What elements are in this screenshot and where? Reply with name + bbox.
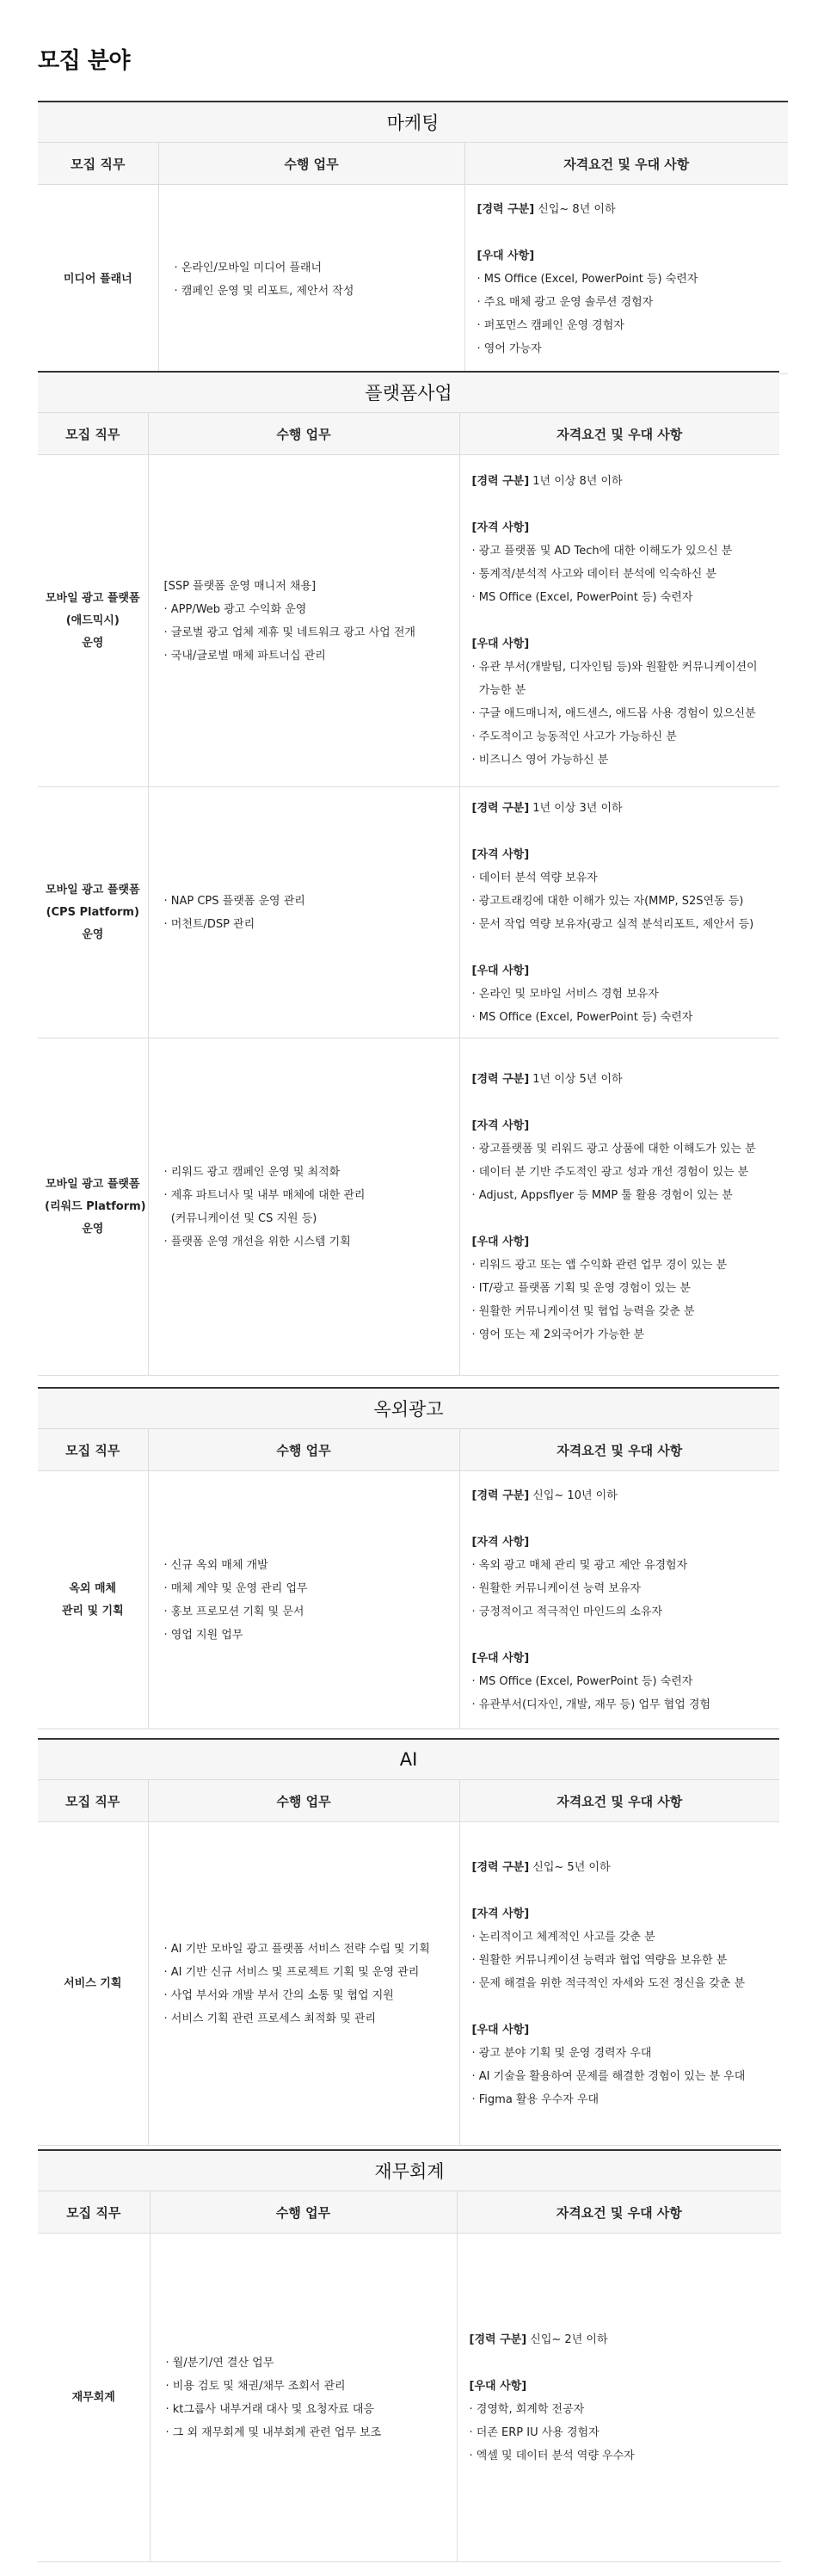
qualification-group-header: [우대 사항]	[471, 638, 530, 650]
qualifications-cell	[459, 1038, 779, 1376]
duty-item: · 신규 옥외 매체 개발	[163, 1558, 268, 1572]
section-title: 플랫폼사업	[38, 372, 779, 413]
column-header-quals: 자격요건 및 우대 사항	[459, 1780, 779, 1822]
qualification-group-header: [우대 사항]	[471, 964, 530, 977]
qualification-item: · 비즈니스 영어 가능하신 분	[471, 754, 609, 767]
duty-item: · APP/Web 광고 수익화 운영	[163, 602, 307, 616]
duties-cell	[148, 1038, 459, 1376]
recruit-table	[38, 101, 788, 374]
career-level-label: [경력 구분]	[471, 801, 530, 815]
qualification-item: · 온라인 및 모바일 서비스 경험 보유자	[471, 987, 659, 1001]
career-level	[472, 470, 768, 493]
qualification-item: · 광고트래킹에 대한 이해가 있는 자(MMP, S2S연동 등)	[471, 894, 744, 908]
qualification-item: · 퍼포먼스 캠페인 운영 경험자	[477, 319, 624, 332]
duty-item: · 국내/글로벌 매체 파트너십 관리	[163, 649, 326, 662]
duty-item: · NAP CPS 플랫폼 운영 관리	[163, 894, 305, 908]
qualification-item: · 원활한 커뮤니케이션 능력과 협업 역량을 보유한 분	[471, 1954, 728, 1967]
qualification-item: · 더존 ERP IU 사용 경험자	[469, 2425, 600, 2439]
job-row	[38, 1038, 779, 1376]
job-role-cell	[38, 2234, 150, 2562]
qualification-item: · 광고 분야 기획 및 운영 경력자 우대	[471, 2047, 652, 2060]
career-level-label: [경력 구분]	[471, 1072, 530, 1086]
duty-item: · 그 외 재무회계 및 내부회계 관련 업무 보조	[165, 2425, 382, 2439]
career-level-label: [경력 구분]	[469, 2333, 527, 2346]
duty-item: · 글로벌 광고 업체 제휴 및 네트워크 광고 사업 전개	[163, 626, 415, 639]
qualification-item: · AI 기술을 활용하여 문제를 해결한 경험이 있는 분 우대	[471, 2070, 746, 2083]
column-header-quals: 자격요건 및 우대 사항	[457, 2191, 781, 2234]
section-title-row	[38, 372, 779, 413]
duty-item: · kt그룹사 내부거래 대사 및 요청자료 대응	[165, 2402, 374, 2416]
qualification-group-header: [자격 사항]	[471, 521, 530, 534]
column-header-duties: 수행 업무	[148, 413, 459, 455]
spacer	[472, 1624, 768, 1647]
job-role-line: 운영	[82, 927, 104, 941]
section-2	[38, 1387, 779, 1726]
duty-item: · 비용 검토 및 채권/채무 조회서 관리	[165, 2379, 346, 2393]
duty-item: · 리워드 광고 캠페인 운영 및 최적화	[163, 1165, 341, 1179]
qualification-group-header: [우대 사항]	[471, 1651, 530, 1665]
career-level	[472, 1484, 768, 1507]
column-header-row	[38, 413, 779, 455]
qualification-item: · 데이터 분 기반 주도적인 광고 성과 개선 경험이 있는 분	[471, 1165, 749, 1179]
job-role-line: 운영	[82, 636, 104, 650]
qualification-item: · 영어 또는 제 2외국어가 가능한 분	[471, 1328, 644, 1341]
duty-item: · 영업 지원 업무	[163, 1628, 243, 1642]
duty-item: · 캠페인 운영 및 리포트, 제안서 작성	[174, 284, 354, 298]
column-header-row	[38, 1780, 779, 1822]
duties-cell	[150, 2234, 457, 2562]
job-row	[38, 787, 779, 1038]
job-role-line: 모바일 광고 플랫폼	[45, 591, 140, 605]
job-role-line: (CPS Platform)	[46, 905, 139, 919]
qualifications-cell	[457, 2234, 781, 2562]
career-level-value: 신입~ 5년 이하	[529, 1861, 611, 1874]
job-role-cell	[38, 787, 148, 1038]
job-role-cell	[38, 1038, 148, 1376]
qualification-group-header: [자격 사항]	[471, 1119, 530, 1132]
qualification-item: · MS Office (Excel, PowerPoint 등) 숙련자	[471, 1674, 693, 1688]
job-role-line: 미디어 플래너	[63, 272, 132, 286]
duty-item: · 서비스 기획 관련 프로세스 최적화 및 관리	[163, 2012, 377, 2025]
qualification-item: · MS Office (Excel, PowerPoint 등) 숙련자	[471, 1010, 693, 1024]
duty-item: [SSP 플랫폼 운영 매니저 채용]	[163, 579, 317, 593]
section-3	[38, 1738, 779, 2142]
spacer	[477, 221, 777, 244]
recruit-table	[38, 2149, 781, 2562]
qualification-group-header: [우대 사항]	[471, 2024, 530, 2037]
qualification-group-header: [자격 사항]	[471, 1535, 530, 1549]
duty-item: (커뮤니케이션 및 CS 지원 등)	[163, 1211, 317, 1225]
column-header-duties: 수행 업무	[158, 143, 464, 185]
qualification-item: · 논리적이고 체계적인 사고를 갖춘 분	[471, 1931, 655, 1944]
section-title: 옥외광고	[38, 1388, 779, 1429]
duties-cell	[148, 1822, 459, 2146]
career-level-value: 신입~ 2년 이하	[526, 2333, 608, 2346]
job-role-line: 모바일 광고 플랫폼	[45, 1177, 140, 1191]
duties-cell	[158, 185, 464, 374]
duty-item: · 플랫폼 운영 개선을 위한 시스템 기획	[163, 1235, 351, 1248]
section-title: 마케팅	[38, 102, 788, 143]
qualification-item: · 옥외 광고 매체 관리 및 광고 제안 유경험자	[471, 1558, 688, 1572]
spacer	[472, 1879, 768, 1902]
job-role-cell	[38, 1822, 148, 2146]
qualification-item: · 구글 애드매니저, 애드센스, 애드몹 사용 경험이 있으신분	[471, 707, 756, 720]
career-level	[472, 1856, 768, 1879]
duty-item: · 머천트/DSP 관리	[163, 917, 255, 931]
career-level-label: [경력 구분]	[471, 1861, 530, 1874]
recruit-table	[38, 1387, 779, 1729]
qualification-item: · 영어 가능자	[477, 342, 542, 355]
section-title: AI	[38, 1739, 779, 1780]
spacer	[472, 1995, 768, 2018]
qualification-item: · Adjust, Appsflyer 등 MMP 툴 활용 경험이 있는 분	[471, 1188, 733, 1202]
career-level-label: [경력 구분]	[471, 1488, 530, 1502]
section-0	[38, 101, 788, 371]
job-role-cell	[38, 1471, 148, 1729]
job-row	[38, 1471, 779, 1729]
job-row	[38, 185, 788, 374]
qualification-item: · 엑셀 및 데이터 분석 역량 우수자	[469, 2449, 635, 2462]
section-1	[38, 371, 779, 1372]
qualification-item: · 원활한 커뮤니케이션 능력 보유자	[471, 1581, 641, 1595]
qualification-item: · 경영학, 회계학 전공자	[469, 2402, 585, 2416]
column-header-role: 모집 직무	[38, 143, 158, 185]
column-header-quals: 자격요건 및 우대 사항	[459, 413, 779, 455]
job-role-cell	[38, 455, 148, 787]
qualification-item: · 문서 작업 역량 보유자(광고 실적 분석리포트, 제안서 등)	[471, 917, 754, 931]
column-header-role: 모집 직무	[38, 2191, 150, 2234]
qualification-group-header: [우대 사항]	[477, 250, 535, 262]
spacer	[472, 936, 768, 959]
qualification-item: · 데이터 분석 역량 보유자	[471, 871, 598, 884]
qualification-item: · 유관 부서(개발팀, 디자인팀 등)와 원활한 커뮤니케이션이	[471, 661, 758, 674]
column-header-row	[38, 143, 788, 185]
column-header-quals: 자격요건 및 우대 사항	[464, 143, 788, 185]
qualification-item: · MS Office (Excel, PowerPoint 등) 숙련자	[471, 591, 693, 604]
job-role-line: (리워드 Platform)	[45, 1199, 146, 1213]
section-title: 재무회계	[38, 2150, 781, 2191]
job-role-cell	[38, 185, 158, 374]
column-header-duties: 수행 업무	[150, 2191, 457, 2234]
column-header-duties: 수행 업무	[148, 1780, 459, 1822]
qualification-item: · 리워드 광고 또는 앱 수익화 관련 업무 경이 있는 분	[471, 1258, 728, 1272]
qualification-group-header: [자격 사항]	[471, 1907, 530, 1920]
career-level-label: [경력 구분]	[477, 203, 535, 216]
qualification-item: · 문제 해결을 위한 적극적인 자세와 도전 정신을 갖춘 분	[471, 1977, 746, 1990]
qualifications-cell	[459, 1822, 779, 2146]
qualification-item: · 광고 플랫폼 및 AD Tech에 대한 이해도가 있으신 분	[471, 545, 733, 558]
duty-item: · 온라인/모바일 미디어 플래너	[174, 261, 323, 274]
career-level	[472, 797, 768, 820]
section-title-row	[38, 102, 788, 143]
qualifications-cell	[459, 1471, 779, 1729]
job-row	[38, 455, 779, 787]
qualifications-cell	[459, 455, 779, 787]
section-title-row	[38, 1739, 779, 1780]
duty-item: · 홍보 프로모션 기획 및 문서	[163, 1605, 304, 1618]
column-header-role: 모집 직무	[38, 1780, 148, 1822]
job-role-line: (애드믹시)	[65, 613, 120, 627]
duty-item: · 제휴 파트너사 및 내부 매체에 대한 관리	[163, 1188, 366, 1202]
career-level-value: 1년 이상 5년 이하	[529, 1072, 623, 1086]
recruit-table	[38, 1738, 779, 2146]
job-role-line: 옥외 매체	[69, 1581, 117, 1595]
qualification-item: · 원활한 커뮤니케이션 및 협업 능력을 갖춘 분	[471, 1304, 695, 1318]
duties-cell	[148, 1471, 459, 1729]
career-level-value: 신입~ 10년 이하	[529, 1488, 618, 1502]
column-header-role: 모집 직무	[38, 413, 148, 455]
qualifications-cell	[459, 787, 779, 1038]
qualification-item: · 긍정적이고 적극적인 마인드의 소유자	[471, 1605, 663, 1618]
career-level	[470, 2328, 770, 2351]
career-level-value: 신입~ 8년 이하	[534, 203, 616, 216]
spacer	[472, 493, 768, 516]
recruit-table	[38, 371, 779, 1376]
column-header-row	[38, 1429, 779, 1471]
column-header-role: 모집 직무	[38, 1429, 148, 1471]
spacer	[470, 2351, 770, 2375]
job-role-line: 운영	[82, 1222, 104, 1236]
qualification-group-header: [우대 사항]	[469, 2379, 527, 2393]
section-4	[38, 2149, 781, 2559]
qualification-item: · 주도적이고 능동적인 사고가 가능하신 분	[471, 730, 677, 743]
qualification-item: · 광고플랫폼 및 리워드 광고 상품에 대한 이해도가 있는 분	[471, 1142, 756, 1156]
column-header-duties: 수행 업무	[148, 1429, 459, 1471]
career-level	[472, 1068, 768, 1091]
spacer	[472, 609, 768, 632]
duty-item: · AI 기반 모바일 광고 플랫폼 서비스 전략 수립 및 기획	[163, 1942, 430, 1956]
career-level-label: [경력 구분]	[471, 475, 530, 488]
qualifications-cell	[464, 185, 788, 374]
duties-cell	[148, 455, 459, 787]
qualification-item: · Figma 활용 우수자 우대	[471, 2093, 600, 2106]
career-level	[477, 198, 777, 221]
job-role-line: 관리 및 기획	[61, 1604, 124, 1618]
qualification-item: 가능한 분	[471, 684, 526, 697]
qualification-item: · MS Office (Excel, PowerPoint 등) 숙련자	[477, 273, 698, 286]
spacer	[472, 820, 768, 843]
duty-item: · 사업 부서와 개발 부서 간의 소통 및 협업 지원	[163, 1988, 394, 2002]
job-role-line: 모바일 광고 플랫폼	[45, 883, 140, 897]
qualification-group-header: [자격 사항]	[471, 847, 530, 861]
duty-item: · AI 기반 신규 서비스 및 프로젝트 기획 및 운영 관리	[163, 1965, 420, 1979]
page-title: 모집 분야	[38, 48, 131, 74]
section-title-row	[38, 2150, 781, 2191]
duty-item: · 매체 계약 및 운영 관리 업무	[163, 1581, 308, 1595]
qualification-item: · 유관부서(디자인, 개발, 재무 등) 업무 협업 경험	[471, 1698, 711, 1711]
spacer	[472, 1507, 768, 1531]
career-level-value: 1년 이상 3년 이하	[529, 801, 623, 815]
column-header-row	[38, 2191, 781, 2234]
qualification-item: · IT/광고 플랫폼 기획 및 운영 경험이 있는 분	[471, 1281, 691, 1295]
duty-item: · 월/분기/연 결산 업무	[165, 2356, 274, 2370]
spacer	[472, 1207, 768, 1230]
section-title-row	[38, 1388, 779, 1429]
job-row	[38, 1822, 779, 2146]
spacer	[472, 1091, 768, 1114]
qualification-item: · 주요 매체 광고 운영 솔루션 경험자	[477, 296, 654, 309]
job-row	[38, 2234, 781, 2562]
job-role-line: 서비스 기획	[64, 1976, 122, 1990]
career-level-value: 1년 이상 8년 이하	[529, 475, 623, 488]
qualification-group-header: [우대 사항]	[471, 1235, 530, 1248]
duties-cell	[148, 787, 459, 1038]
qualification-item: · 통계적/분석적 사고와 데이터 분석에 익숙하신 분	[471, 568, 716, 581]
job-role-line: 재무회계	[71, 2390, 115, 2404]
column-header-quals: 자격요건 및 우대 사항	[459, 1429, 779, 1471]
